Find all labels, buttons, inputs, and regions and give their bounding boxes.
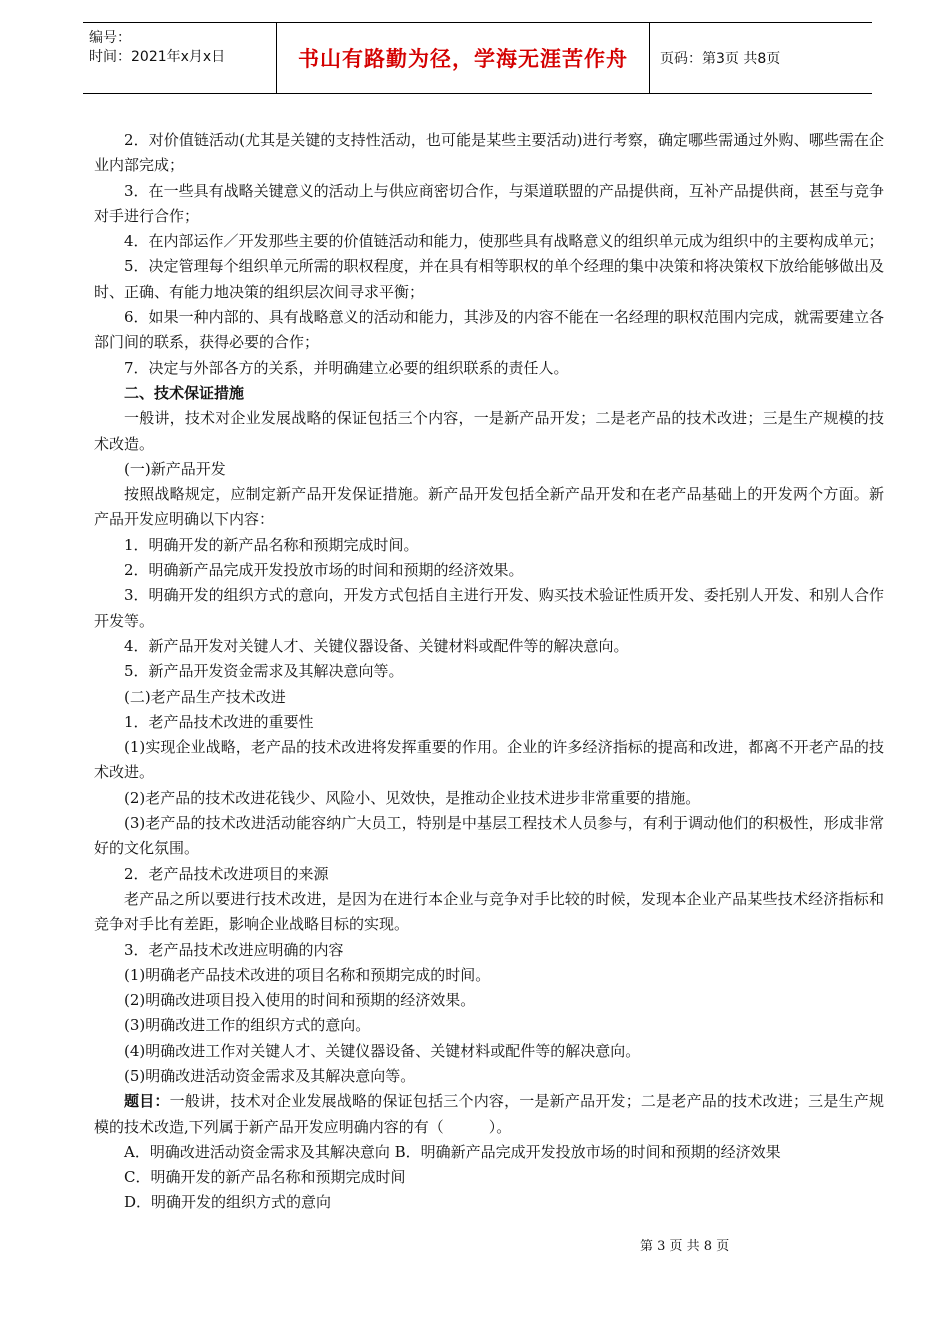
section-heading: 二、技术保证措施 (124, 383, 245, 402)
list-item: (3)老产品的技术改进活动能容纳广大员工，特别是中基层工程技术人员参与，有利于调动他们的积极性，形成非常好的文化氛围。 (94, 814, 884, 858)
list-item: 1．老产品技术改进的重要性 (124, 712, 314, 731)
paragraph: 一般讲，技术对企业发展战略的保证包括三个内容，一是新产品开发；二是老产品的技术改进；三是生产规模的技术改造。 (94, 409, 884, 453)
list-item: 1．明确开发的新产品名称和预期完成时间。 (124, 535, 419, 554)
question-option: A．明确改进活动资金需求及其解决意向 B．明确新产品完成开发投放市场的时间和预期的经济效果 (124, 1142, 781, 1161)
list-item: (5)明确改进活动资金需求及其解决意向等。 (124, 1066, 416, 1085)
paragraph: 2．对价值链活动(尤其是关键的支持性活动，也可能是某些主要活动)进行考察，确定哪些需通过外购、哪些需在企业内部完成； (94, 131, 884, 175)
list-item: (3)明确改进工作的组织方式的意向。 (124, 1016, 371, 1035)
question-text: 一般讲，技术对企业发展战略的保证包括三个内容，一是新产品开发；二是老产品的技术改进；三是生产规模的技术改造,下列属于新产品开发应明确内容的有（ ）。 (94, 1092, 884, 1136)
question (94, 1089, 884, 1140)
list-item: 2．老产品技术改进项目的来源 (124, 864, 329, 883)
list-item: 5．新产品开发资金需求及其解决意向等。 (124, 662, 404, 681)
question-option: D．明确开发的组织方式的意向 (124, 1193, 332, 1212)
question-label: 题目： (124, 1092, 170, 1111)
subsection-heading: (一)新产品开发 (124, 459, 226, 478)
subsection-heading: (二)老产品生产技术改进 (124, 687, 286, 706)
footer-page-number: 第 3 页 共 8 页 (640, 1239, 730, 1254)
paragraph: 4．在内部运作／开发那些主要的价值链活动和能力，使那些具有战略意义的组织单元成为组织中的主要构成单元； (124, 232, 884, 251)
list-item: (1)实现企业战略，老产品的技术改进将发挥重要的作用。企业的许多经济指标的提高和改进，都离不开老产品的技术改进。 (94, 738, 884, 782)
header-motto: 书山有路勤为径，学海无涯苦作舟 (277, 23, 650, 93)
serial-label: 编号： (89, 30, 131, 46)
list-item: (2)老产品的技术改进花钱少、风险小、见效快，是推动企业技术进步非常重要的措施。 (124, 788, 701, 807)
paragraph: 6．如果一种内部的、具有战略意义的活动和能力，其涉及的内容不能在一名经理的职权范围内完成，就需要建立各部门间的联系，获得必要的合作； (94, 308, 884, 352)
header-page-info: 页码：第3页 共8页 (660, 51, 781, 67)
list-item: (4)明确改进工作对关键人才、关键仪器设备、关键材料或配件等的解决意向。 (124, 1041, 641, 1060)
paragraph: 按照战略规定，应制定新产品开发保证措施。新产品开发包括全新产品开发和在老产品基础上的开发两个方面。新产品开发应明确以下内容： (94, 485, 884, 529)
question-option: C．明确开发的新产品名称和预期完成时间 (124, 1168, 406, 1187)
list-item: (2)明确改进项目投入使用的时间和预期的经济效果。 (124, 991, 476, 1010)
paragraph: 3．在一些具有战略关键意义的活动上与供应商密切合作，与渠道联盟的产品提供商，互补产品提供商，甚至与竞争对手进行合作； (94, 181, 884, 225)
list-item: 3．明确开发的组织方式的意向，开发方式包括自主进行开发、购买技术验证性质开发、委托别人开发、和别人合作开发等。 (94, 586, 884, 630)
time-label: 时间：2021年x月x日 (89, 49, 226, 65)
header-meta (83, 23, 277, 93)
paragraph: 老产品之所以要进行技术改进，是因为在进行本企业与竞争对手比较的时候，发现本企业产品某些技术经济指标和竞争对手比有差距，影响企业战略目标的实现。 (94, 889, 884, 934)
list-item: 3．老产品技术改进应明确的内容 (124, 940, 344, 959)
list-item: (1)明确老产品技术改进的项目名称和预期完成的时间。 (124, 965, 491, 984)
paragraph: 7．决定与外部各方的关系，并明确建立必要的组织联系的责任人。 (124, 358, 569, 377)
document-body (94, 128, 884, 1216)
page-header (83, 22, 872, 94)
paragraph: 5．决定管理每个组织单元所需的职权程度，并在具有相等职权的单个经理的集中决策和将决策权下放给能够做出及时、正确、有能力地决策的组织层次间寻求平衡； (94, 257, 884, 301)
list-item: 2．明确新产品完成开发投放市场的时间和预期的经济效果。 (124, 561, 524, 580)
list-item: 4．新产品开发对关键人才、关键仪器设备、关键材料或配件等的解决意向。 (124, 636, 629, 655)
